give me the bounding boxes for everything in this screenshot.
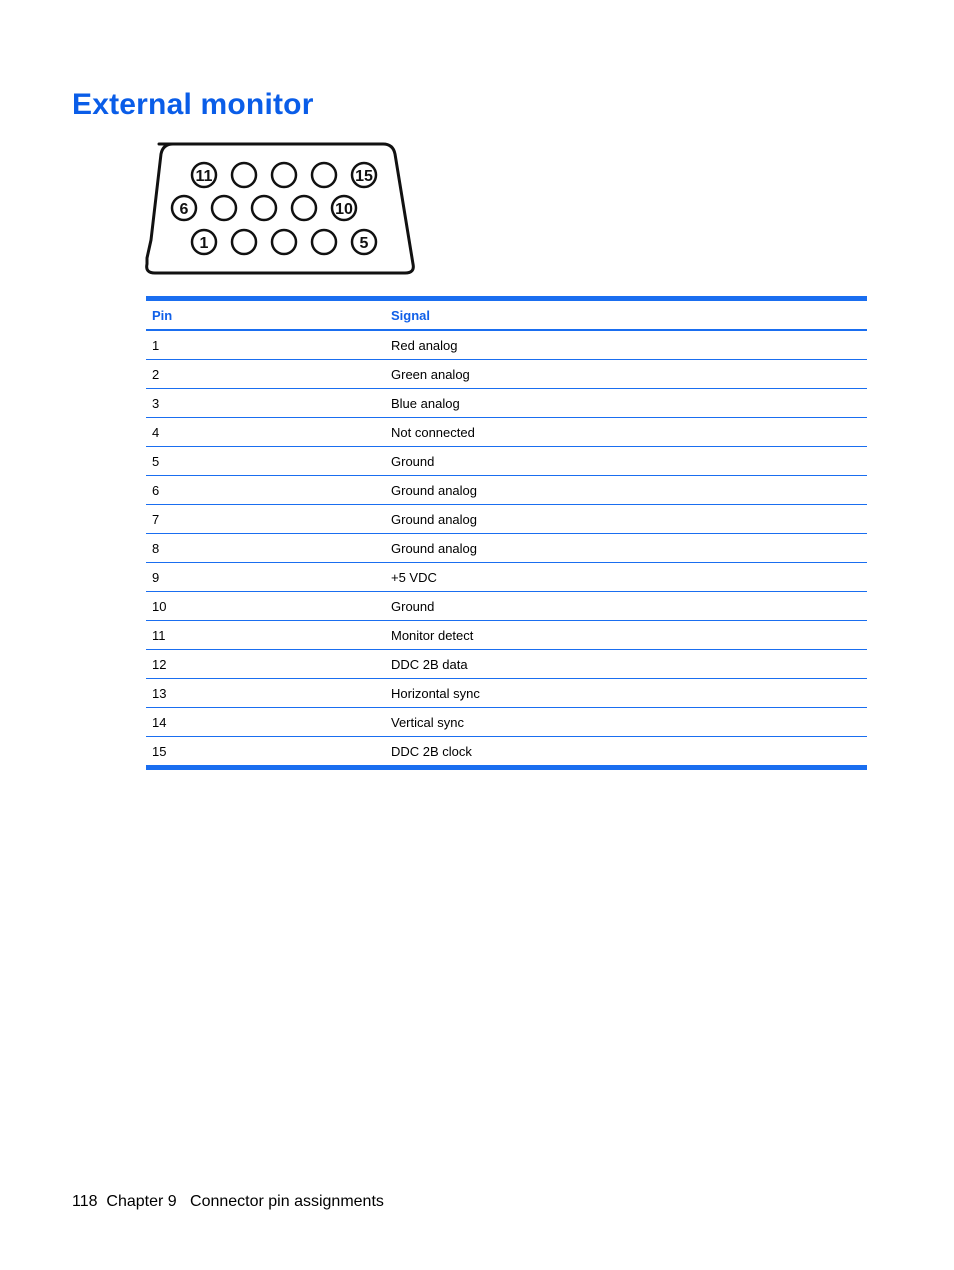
section-title: Connector pin assignments [190,1193,384,1210]
table-row [146,650,867,679]
pin-label-15: 15 [355,168,373,185]
pin-14 [312,163,336,187]
pin-cell: 9 [146,563,385,592]
table-row [146,330,867,360]
table-row [146,447,867,476]
pin-label-10: 10 [335,201,353,218]
table-row [146,534,867,563]
pin-cell: 4 [146,418,385,447]
signal-cell: Vertical sync [385,708,867,737]
signal-cell: Ground analog [385,505,867,534]
pin-7 [212,196,236,220]
pin-cell: 3 [146,389,385,418]
pin-cell: 13 [146,679,385,708]
pin-label-6: 6 [179,201,189,218]
pin-4 [312,230,336,254]
signal-cell: Red analog [385,330,867,360]
pin-cell: 7 [146,505,385,534]
page-footer [72,1193,384,1211]
table-row [146,418,867,447]
pin-cell: 14 [146,708,385,737]
signal-cell: +5 VDC [385,563,867,592]
signal-cell: Horizontal sync [385,679,867,708]
table-row [146,621,867,650]
table-header-row [146,299,867,331]
signal-cell: Blue analog [385,389,867,418]
pin-cell: 11 [146,621,385,650]
page-number: 118 [72,1193,98,1210]
pin-cell: 1 [146,330,385,360]
pin-13 [272,163,296,187]
signal-cell: Ground analog [385,476,867,505]
column-header-pin: Pin [152,307,173,323]
column-header-signal: Signal [391,307,431,323]
pin-cell: 12 [146,650,385,679]
pin-cell: 5 [146,447,385,476]
chapter-label: Chapter 9 [106,1193,177,1210]
pin-8 [252,196,276,220]
pin-9 [292,196,316,220]
pin-3 [272,230,296,254]
table-row [146,476,867,505]
table-row [146,389,867,418]
signal-cell: Ground [385,592,867,621]
pin-cell: 2 [146,360,385,389]
pin-cell: 8 [146,534,385,563]
pin-cell: 15 [146,737,385,768]
signal-cell: Not connected [385,418,867,447]
signal-cell: Monitor detect [385,621,867,650]
page-title: External monitor [72,88,314,121]
table-row [146,505,867,534]
pin-label-5: 5 [359,235,369,252]
pin-cell: 6 [146,476,385,505]
signal-cell: Ground analog [385,534,867,563]
vga-connector-diagram [143,140,417,276]
table-row [146,737,867,768]
pin-label-1: 1 [199,235,209,252]
pin-label-11: 11 [195,168,213,185]
signal-cell: Ground [385,447,867,476]
pin-12 [232,163,256,187]
table-row [146,708,867,737]
table-row [146,360,867,389]
table-row [146,563,867,592]
signal-cell: Green analog [385,360,867,389]
signal-cell: DDC 2B clock [385,737,867,768]
table-row [146,679,867,708]
signal-cell: DDC 2B data [385,650,867,679]
table-row [146,592,867,621]
pin-assignment-table [146,296,867,770]
pin-2 [232,230,256,254]
pin-cell: 10 [146,592,385,621]
